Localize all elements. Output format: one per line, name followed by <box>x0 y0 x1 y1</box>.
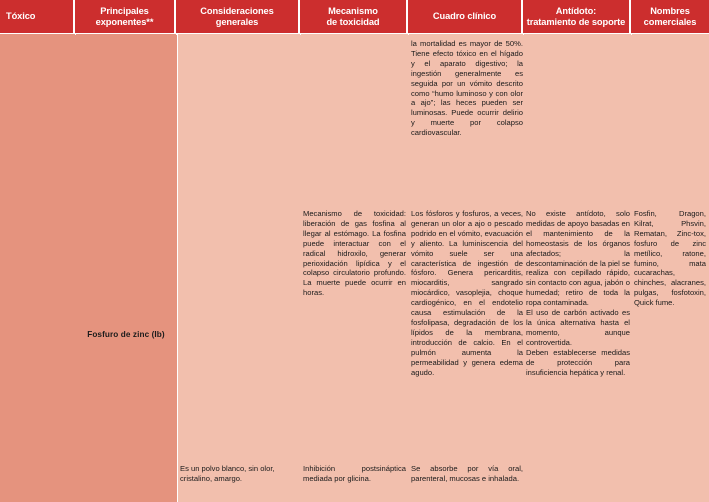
antidoto-paragraph-2: El uso de carbón activado es la única alternativa hasta el momento, aunque controvertida. <box>526 308 630 347</box>
cell-mecanismo-de-toxicidad-next-row: Inhibición postsináptica mediada por glicina. <box>303 464 406 483</box>
column-header-mecanismo-de-toxicidad-line-1: Mecanismo <box>328 5 378 16</box>
table-row <box>411 39 523 138</box>
column-header-principales-exponentes-line-1: Principales <box>100 5 149 16</box>
cell-cuadro-clinico-fosfuro-de-zinc: Los fósforos y fosfuros, a veces, generan un olor a ajo o pescado podrido en el vómito, evacuación y aliento. La luminiscencia del vómito suele ser una característica de ingestión de fósforo. Genera pericarditis, miocarditis, sangrado miocárdico, vasoplejia, choque cardiogénico, en el endotelio causa estimulación de la fosfolipasa, degradación de los lípidos de la membrana, introducción de calcio. En el pulmón aumenta la permeabilidad y genera edema agudo. <box>411 209 523 377</box>
cell-nombres-comerciales-fosfuro-de-zinc: Fosfin, Dragon, Kilrat, Phsvin, Rematan, Zinc-tox, fosfuro de zinc metílico, ratone, fumino, mata cucarachas, chinches, alacranes, pulgas, fosfotoxin, Quick fume. <box>634 209 706 308</box>
column-header-nombres-comerciales-line-2: comerciales <box>643 16 697 27</box>
column-header-antidoto-line-2: tratamiento de soporte <box>526 16 626 27</box>
cell-cuadro-clinico-next-row: Se absorbe por vía oral, parenteral, mucosas e inhalada. <box>411 464 523 483</box>
column-header-consideraciones-generales-line-2: generales <box>215 16 259 27</box>
column-header-antidoto-line-1: Antídoto: <box>555 5 597 16</box>
column-header-mecanismo-de-toxicidad-line-2: de toxicidad <box>326 16 380 27</box>
antidoto-paragraph-1: No existe antídoto, solo medidas de apoyo basadas en el mantenimiento de la homeostasis de los órganos afectados; la descontaminación de la piel se realiza con cepillado rápido, sin contacto con agua, jabón o humedad; retiro de toda la ropa contaminada. <box>526 209 630 308</box>
cell-mecanismo-de-toxicidad-fosfuro-de-zinc: Mecanismo de toxicidad: liberación de gas fosfina al llegar al estómago. La fosfina puede interactuar con el radical hidroxilo, generar perioxidación lipídica y el colapso circulatorio profundo. La muerte puede ocurrir en horas. <box>303 209 406 298</box>
column-header-consideraciones-generales-line-1: Consideraciones <box>200 5 274 16</box>
cell-consideraciones-generales-next-row: Es un polvo blanco, sin olor, cristalino, amargo. <box>180 464 275 483</box>
column-header-toxico-line-1: Tóxico <box>6 11 36 21</box>
antidoto-paragraph-3: Deben establecerse medidas de protección para insuficiencia hepática y renal. <box>526 347 630 377</box>
cell-cuadro-clinico-continuation: la mortalidad es mayor de 50%. Tiene efecto tóxico en el hígado y el aparato digestivo; la ingestión generalmente es seguida por un vómito descrito como “humo luminoso y con olor a ajo”; las heces pueden ser luminosas. Puede ocurrir delirio y muerte por colapso cardiovascular. <box>411 39 523 138</box>
cell-antidoto-fosfuro-de-zinc <box>526 209 630 377</box>
column-header-principales-exponentes-line-2: exponentes** <box>95 16 154 27</box>
column-header-nombres-comerciales-line-1: Nombres <box>650 5 690 16</box>
column-header-cuadro-clinico-line-1: Cuadro clínico <box>432 11 497 21</box>
cell-principales-exponentes-fosfuro-de-zinc: Fosfuro de zinc (Ib) <box>87 330 165 339</box>
